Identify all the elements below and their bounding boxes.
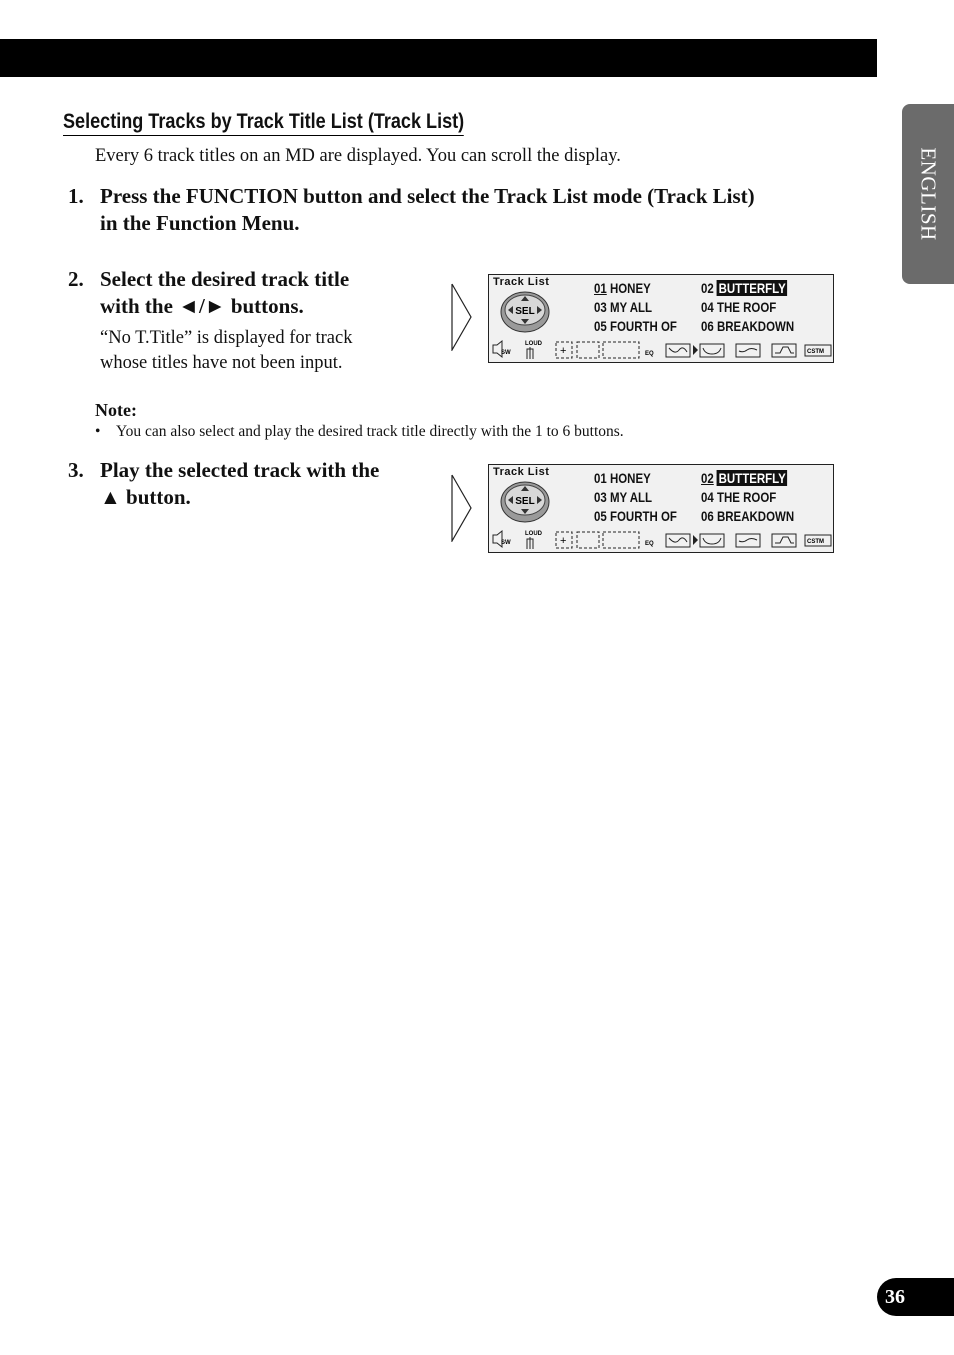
step-2-detail bbox=[100, 326, 352, 376]
step-2-number: 2. bbox=[68, 267, 84, 291]
step-2-line-2: with the ◄/► buttons. bbox=[100, 294, 304, 318]
svg-text:CSTM: CSTM bbox=[807, 539, 824, 545]
svg-text:EQ: EQ bbox=[645, 351, 654, 357]
lcd-display-1 bbox=[488, 274, 834, 363]
svg-text:LOUD: LOUD bbox=[525, 531, 542, 537]
track-02-selected: 02 BUTTERFLY bbox=[701, 280, 786, 296]
sel-knob-icon bbox=[499, 479, 551, 523]
sel-knob-icon bbox=[499, 289, 551, 333]
track-03: 03 MY ALL bbox=[594, 489, 653, 505]
step-1-line-1: Press the FUNCTION button and select the Track List mode (Track List) bbox=[100, 184, 755, 208]
language-tab-label: ENGLISH bbox=[916, 147, 941, 241]
track-06: 06 BREAKDOWN bbox=[701, 318, 795, 334]
lcd-mode-label: Track List bbox=[493, 466, 550, 478]
lcd-eq-strip bbox=[489, 337, 833, 362]
note-bullet: • bbox=[95, 423, 101, 440]
step-2-detail-line-1: “No T.Title” is displayed for track bbox=[100, 328, 353, 348]
step-2-line-1: Select the desired track title bbox=[100, 267, 350, 291]
step-3 bbox=[68, 457, 428, 511]
track-01: 01 HONEY bbox=[594, 470, 651, 486]
page-number: 36 bbox=[877, 1278, 954, 1316]
track-02-selected: 02 BUTTERFLY bbox=[701, 470, 786, 486]
step-3-arrow-icon bbox=[450, 474, 474, 542]
track-05: 05 FOURTH OF bbox=[594, 318, 677, 334]
knob-label: SEL bbox=[515, 496, 535, 507]
track-06: 06 BREAKDOWN bbox=[701, 508, 795, 524]
lcd-eq-strip bbox=[489, 527, 833, 552]
svg-text:+: + bbox=[560, 535, 567, 547]
svg-text:EQ: EQ bbox=[645, 541, 654, 547]
track-03: 03 MY ALL bbox=[594, 299, 653, 315]
step-1-line-2: in the Function Menu. bbox=[100, 211, 300, 235]
note-label: Note: bbox=[95, 400, 137, 420]
lcd-display-2 bbox=[488, 464, 834, 553]
step-3-number: 3. bbox=[68, 458, 84, 482]
note-item bbox=[95, 423, 624, 441]
track-04: 04 THE ROOF bbox=[701, 489, 777, 505]
svg-text:SW: SW bbox=[501, 350, 511, 356]
step-3-line-1: Play the selected track with the bbox=[100, 458, 380, 482]
knob-label: SEL bbox=[515, 306, 535, 317]
step-2 bbox=[68, 266, 428, 320]
header-bar bbox=[0, 39, 877, 77]
section-title: Selecting Tracks by Track Title List (Track List) bbox=[63, 110, 464, 136]
intro-text: Every 6 track titles on an MD are displayed. You can scroll the display. bbox=[95, 146, 621, 166]
language-tab[interactable] bbox=[902, 104, 954, 284]
svg-text:+: + bbox=[560, 345, 567, 357]
svg-text:CSTM: CSTM bbox=[807, 349, 824, 355]
track-04: 04 THE ROOF bbox=[701, 299, 777, 315]
note-text: You can also select and play the desired track title directly with the 1 to 6 buttons. bbox=[116, 423, 624, 440]
step-1-number: 1. bbox=[68, 184, 84, 208]
track-01: 01 HONEY bbox=[594, 280, 651, 296]
step-2-arrow-icon bbox=[450, 283, 474, 351]
svg-text:SW: SW bbox=[501, 540, 511, 546]
svg-text:LOUD: LOUD bbox=[525, 341, 542, 347]
step-3-line-2: ▲ button. bbox=[100, 485, 191, 509]
step-1 bbox=[68, 183, 848, 237]
step-2-detail-line-2: whose titles have not been input. bbox=[100, 353, 343, 373]
track-05: 05 FOURTH OF bbox=[594, 508, 677, 524]
lcd-mode-label: Track List bbox=[493, 276, 550, 288]
